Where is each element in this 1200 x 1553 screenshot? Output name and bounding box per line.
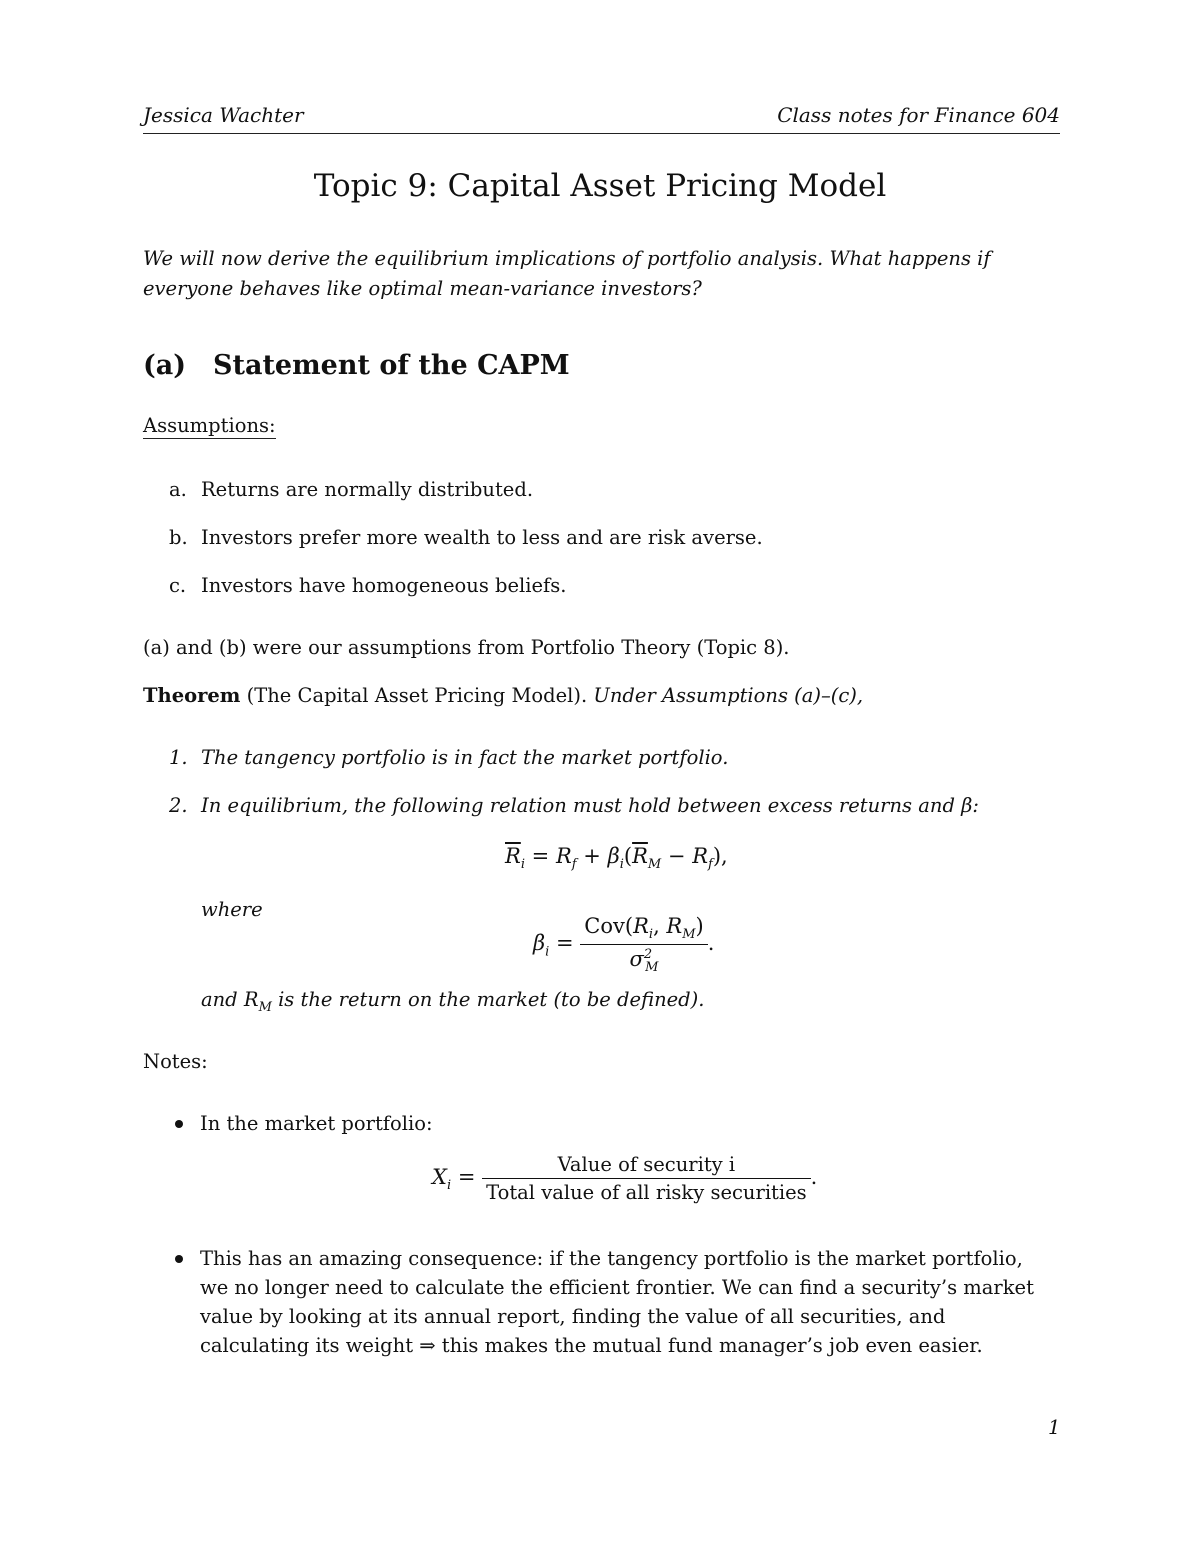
section-title: Statement of the CAPM (213, 350, 570, 381)
section-heading (143, 350, 570, 381)
assumption-text: Investors prefer more wealth to less and are risk averse. (201, 526, 763, 549)
note-line: we no longer need to calculate the efficient frontier. We can find a security’s market (200, 1276, 1034, 1299)
theorem-name: (The Capital Asset Pricing Model). (240, 684, 594, 707)
bullet-dot (175, 1120, 183, 1128)
and-r-subscript: M (258, 999, 272, 1015)
note-bullet (175, 1109, 1075, 1139)
weight-numerator: Value of security i (482, 1153, 811, 1179)
note-line: calculating its weight ⇒ this makes the mutual fund manager’s job even easier. (200, 1334, 983, 1357)
and-rest-text: is the return on the market (to be defined). (271, 988, 705, 1011)
assumption-marker: a. (169, 478, 187, 501)
theorem-item (169, 794, 979, 817)
theorem-item-text: In equilibrium, the following relation must hold between excess returns and β: (201, 794, 979, 817)
recap-paragraph: (a) and (b) were our assumptions from Portfolio Theory (Topic 8). (143, 636, 790, 659)
header-author: Jessica Wachter (143, 103, 304, 127)
running-header (143, 103, 1060, 134)
theorem-item-marker: 2. (169, 794, 188, 817)
bullet-dot (175, 1255, 183, 1263)
assumption-item (169, 526, 763, 549)
theorem-statement (143, 684, 863, 707)
theorem-item-marker: 1. (169, 746, 188, 769)
theorem-item-text: The tangency portfolio is in fact the market portfolio. (201, 746, 729, 769)
market-return-note (201, 988, 704, 1015)
where-text: where (201, 898, 263, 921)
theorem-item (169, 746, 728, 769)
weight-denominator: Total value of all risky securities (486, 1181, 807, 1204)
note-line: value by looking at its annual report, finding the value of all securities, and (200, 1305, 946, 1328)
note-bullet-text (200, 1244, 1060, 1360)
assumption-item (169, 478, 533, 501)
intro-paragraph: We will now derive the equilibrium implications of portfolio analysis. What happens if everyone behaves like optimal mean-variance investors? (143, 247, 991, 300)
section-number: (a) (143, 350, 187, 381)
market-weight-equation: $X_i$ = $\frac{\text{Value of security i}}{\text{Total value of all risky securities}}$ . (432, 1153, 818, 1204)
note-line: This has an amazing consequence: if the tangency portfolio is the market portfolio, (200, 1247, 1023, 1270)
assumption-item (169, 574, 566, 597)
and-r-text: and R (201, 988, 259, 1011)
assumption-marker: c. (169, 574, 187, 597)
header-course: Class notes for Finance 604 (777, 103, 1060, 127)
theorem-label: Theorem (143, 684, 241, 707)
theorem-condition: Under Assumptions (a)–(c), (593, 684, 864, 707)
beta-equation: $\beta_i$ = $\frac{Cov(R_i, R_M)}{\sigma^2_M}$ . (533, 914, 715, 976)
notes-label: Notes: (143, 1050, 208, 1073)
note-bullet (175, 1244, 1075, 1364)
assumption-marker: b. (169, 526, 188, 549)
assumption-text: Investors have homogeneous beliefs. (201, 574, 567, 597)
assumption-text: Returns are normally distributed. (201, 478, 534, 501)
page-title: Topic 9: Capital Asset Pricing Model (313, 168, 887, 204)
assumptions-label: Assumptions: (143, 414, 276, 437)
page-number: 1 (1048, 1416, 1061, 1439)
note-bullet-text: In the market portfolio: (200, 1112, 433, 1135)
capm-equation: $\overline{R}_i = R_f + \beta_i(\overline{R}_M - R_f)$, (505, 844, 728, 873)
